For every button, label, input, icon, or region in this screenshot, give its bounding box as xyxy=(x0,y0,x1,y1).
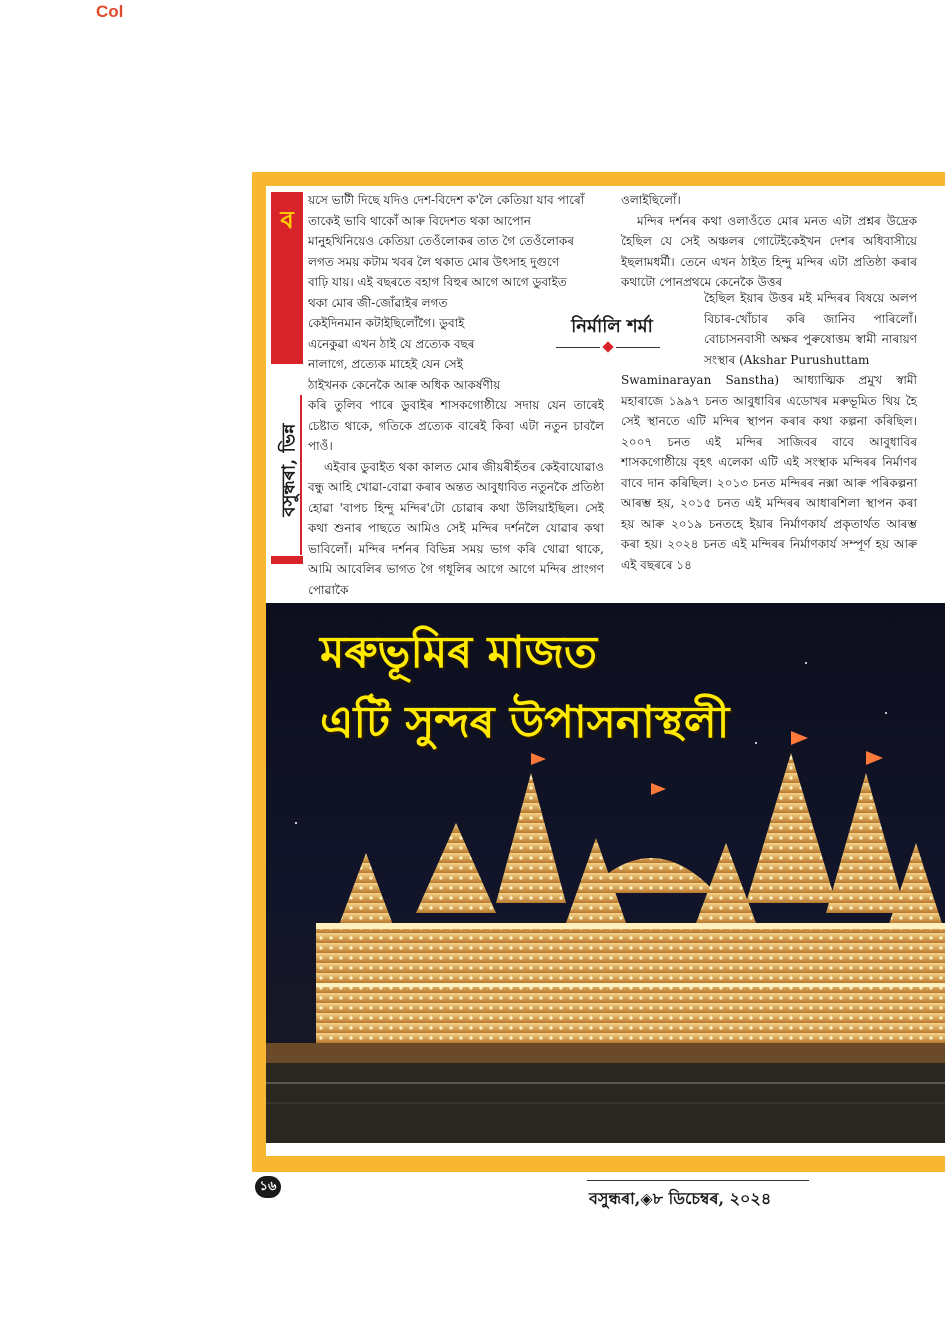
drop-cap-banner xyxy=(271,192,303,364)
corner-tag: Col xyxy=(96,2,124,21)
page-number: ১৬ xyxy=(255,1176,281,1198)
paragraph: Swaminarayan Sanstha) আধ্যাত্মিক প্ৰমুখ স্বামী মহাৰাজে ১৯৯৭ চনত আবুধাবিৰ এডোখৰ মৰুভূমিত থিয় হৈ সেই স্থানতে এটি মন্দিৰ স্থাপন কৰাৰ কথা কল্পনা কৰিছিল। ২০০৭ চনত এই মন্দিৰ সাজিবৰ বাবে আবুধাবিৰ শাসকগোষ্ঠীয়ে বৃহৎ এলেকা এটি এই সংস্থাক মন্দিৰৰ নিৰ্মাণৰ বাবে দান কৰিছিল। ২০১৩ চনত মন্দিৰৰ নক্সা আৰু পৰিকল্পনা আৰম্ভ হয়, ২০১৫ চনত এই মন্দিৰৰ আধাৰশিলা স্থাপন কৰা হয় আৰু ২০১৯ চনতহে ইয়াৰ নিৰ্মাণকাৰ্য প্ৰকৃতাৰ্থত আৰম্ভ কৰা হয়। ২০২৪ চনত এই মন্দিৰৰ নিৰ্মাণকাৰ্য সম্পূৰ্ণ হয় আৰু এই বছৰৰে ১৪ xyxy=(621,373,917,572)
paragraph: এইবাৰ ডুবাইত থকা কালত মোৰ জীয়ৰীহঁতৰ কেইবাযোৱাও বন্ধু আহি খোৱা-বোৱা কৰাৰ অন্তত আবুধাবিত নতুনকৈ প্ৰতিষ্ঠা হোৱা 'বাপচ হিন্দু মন্দিৰ'টো চোৱাৰ কথা উলিয়াইছিল। সেই কথা শুনাৰ পাছতে আমিও সেই মন্দিৰ দৰ্শনলৈ যোৱাৰ কথা ভাবিলোঁ। মন্দিৰ দৰ্শনৰ বিভিন্ন সময় ভাগ কৰি থোৱা থাকে, আমি আবেলিৰ ভাগত গৈ গধূলিৰ আগে আগে মন্দিৰ প্ৰাংগণ পোৱাকৈ xyxy=(308,459,604,597)
article-column-1 xyxy=(308,395,604,600)
paragraph: ওলাইছিলোঁ। xyxy=(621,193,681,207)
article-line: লগত সময় কটাম খবৰ লৈ থকাত মোৰ উৎসাহ দুগুণে xyxy=(308,254,560,269)
drop-cap: ব xyxy=(280,206,294,234)
byline-rule xyxy=(556,347,600,348)
byline-rule xyxy=(616,347,660,348)
accent-bar xyxy=(271,556,303,564)
article-line: থকা মোৰ জী-জোঁৱাইৰ লগত xyxy=(308,295,448,310)
footer-rule xyxy=(587,1180,809,1181)
paragraph: মন্দিৰ দৰ্শনৰ কথা ওলাওঁতে মোৰ মনত এটা প্ৰশ্নৰ উদ্ৰেক হৈছিল যে সেই অঞ্চলৰ গোটেইকেইখন দেশৰ অধিবাসীয়ে ইছলামধৰ্মী। তেনে এখন ঠাইত হিন্দু মন্দিৰ এটা প্ৰতিষ্ঠা কৰাৰ কথাটো পোনপ্ৰথমে কেনেকৈ উত্তৰ xyxy=(621,213,917,289)
temple-photo xyxy=(266,603,945,1143)
paragraph: হৈছিল ইয়াৰ উত্তৰ মই মন্দিৰৰ বিষয়ে অলপ বিচাৰ-খোঁচাৰ কৰি জানিব পাৰিলোঁ। বোচাসনবাসী অক্ষৰ পুৰুষোত্তম স্বামী নাৰায়ণ সংস্থাৰ (Akshar Purushuttam xyxy=(704,291,917,367)
article-line: নালাগে, প্ৰত্যেক মাহেই যেন সেই xyxy=(308,357,463,371)
article-line: য়সে ভাটী দিছে যদিও দেশ-বিদেশ ক'লৈ কেতিয়া যাব পাৰোঁ xyxy=(308,193,585,207)
column-title-rule xyxy=(300,395,302,555)
headline-line-1: মৰুভূমিৰ মাজত xyxy=(320,627,598,678)
paragraph: কৰি তুলিব পাৰে ডুবাইৰ শাসকগোষ্ঠীয়ে সদায় যেন তাৰেই চেষ্টাত থাকে, গতিকে প্ৰত্যেক বাৰেই কিবা এটা নতুন চাবলৈ পাওঁ। xyxy=(308,398,604,453)
column-title-vertical xyxy=(278,390,302,550)
article-line: এনেকুৱা এখন ঠাই যে প্ৰত্যেক বছৰ xyxy=(308,336,475,351)
headline-line-2: এটি সুন্দৰ উপাসনাস্থলী xyxy=(320,697,730,748)
article-column-2-narrow xyxy=(704,288,917,370)
article-column-1-top xyxy=(308,190,604,395)
article-line: বাঢ়ি যায়। এই বছৰতে বহাগ বিহুৰ আগে আগে ডুবাইত xyxy=(308,275,567,289)
column-title: বসুন্ধৰা, ভিন্ন xyxy=(278,423,300,517)
article-column-2 xyxy=(621,370,917,575)
article-line: কেইদিনমান কটাইছিলোঁগৈ। ডুবাই xyxy=(308,316,465,330)
author-byline: নিৰ্মালি শৰ্মা xyxy=(571,316,653,337)
publication-dateline: বসুন্ধৰা,◈৮ ডিচেম্বৰ, ২০২৪ xyxy=(589,1189,772,1208)
article-line: মানুহখিনিয়েও কেতিয়া তেওঁলোকৰ তাত গৈ তেওঁলোকৰ xyxy=(308,234,574,248)
article-column-2-top xyxy=(621,190,917,293)
article-line: ঠাইখনক কেনেকৈ আৰু অধিক আকৰ্ষণীয় xyxy=(308,377,501,392)
article-line: তাকেই ভাবি থাকোঁ আৰু বিদেশত থকা আপোন xyxy=(308,213,531,228)
